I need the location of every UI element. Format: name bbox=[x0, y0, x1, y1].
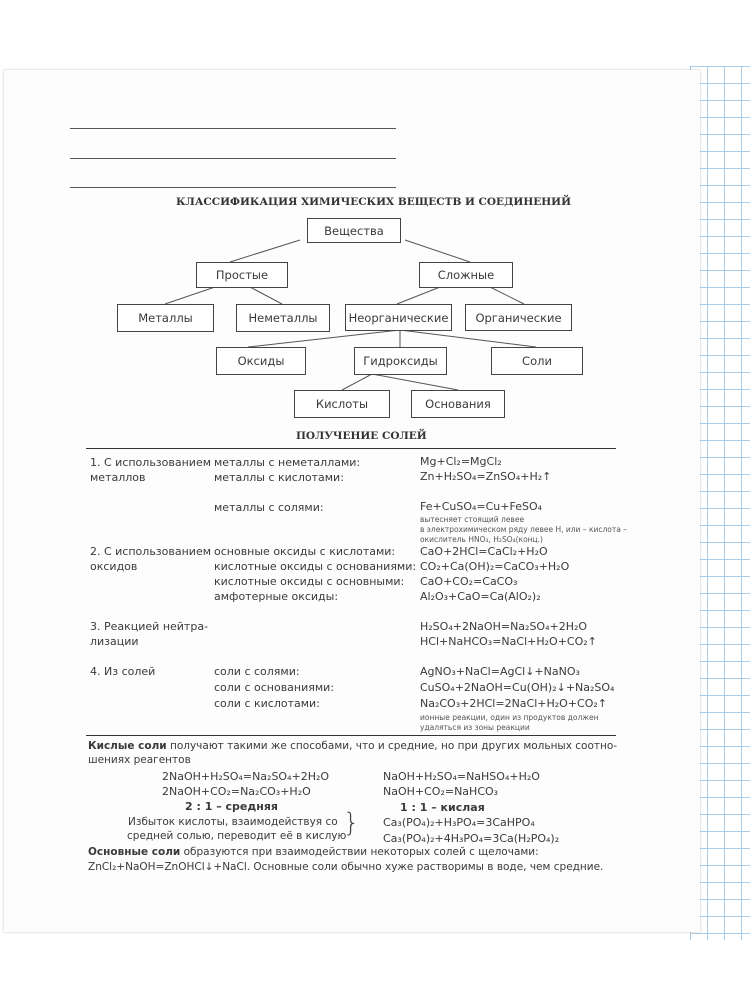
acid-salts-line-2: шениях реагентов bbox=[88, 754, 191, 766]
equation: H₂SO₄+2NaOH=Na₂SO₄+2H₂O bbox=[420, 620, 588, 633]
note: вытесняет стоящий левее bbox=[420, 515, 525, 524]
equation: CuSO₄+2NaOH=Cu(OH)₂↓+Na₂SO₄ bbox=[420, 681, 615, 694]
method-1-line-2: металлов bbox=[90, 471, 146, 484]
equation: 2NaOH+H₂SO₄=Na₂SO₄+2H₂O bbox=[162, 770, 330, 783]
equation: CaO+CO₂=CaCO₃ bbox=[420, 575, 518, 588]
acid-salts-term: Кислые соли bbox=[88, 740, 167, 752]
excess-acid-line-2: средней солью, переводит её в кислую bbox=[127, 830, 347, 842]
node-salts: Соли bbox=[491, 347, 583, 375]
acid-salts-text: получают такими же способами, что и средние, но при других мольных соотно- bbox=[166, 740, 618, 752]
condition: кислотные оксиды с основными: bbox=[214, 575, 405, 588]
condition-metals-acids: металлы с кислотами: bbox=[214, 471, 344, 484]
equation: CaO+2HCl=CaCl₂+H₂O bbox=[420, 545, 548, 558]
note: удаляться из зоны реакции bbox=[420, 723, 530, 732]
excess-acid-line-1: Избыток кислоты, взаимодействуя со bbox=[128, 816, 338, 828]
equation: Ca₃(PO₄)₂+H₃PO₄=3CaHPO₄ bbox=[383, 816, 535, 829]
equation: NaOH+CO₂=NaHCO₃ bbox=[383, 785, 499, 798]
equation: 2NaOH+CO₂=Na₂CO₃+H₂O bbox=[162, 785, 311, 798]
method-2-line-2: оксидов bbox=[90, 560, 138, 573]
node-hydroxides: Гидроксиды bbox=[354, 347, 447, 375]
node-bases: Основания bbox=[411, 390, 505, 418]
equation: CO₂+Ca(OH)₂=CaCO₃+H₂O bbox=[420, 560, 570, 573]
node-substances: Вещества bbox=[307, 218, 401, 243]
node-complex: Сложные bbox=[419, 262, 513, 288]
equation: Fe+CuSO₄=Cu+FeSO₄ bbox=[420, 500, 543, 513]
node-acids: Кислоты bbox=[294, 390, 390, 418]
basic-salts-line-2: ZnCl₂+NaOH=ZnOHCl↓+NaCl. Основные соли обычно хуже растворимы в воде, чем средние. bbox=[88, 861, 604, 873]
equation: Na₂CO₃+2HCl=2NaCl+H₂O+CO₂↑ bbox=[420, 697, 608, 710]
condition: соли с солями: bbox=[214, 665, 300, 678]
condition-metals-salts: металлы с солями: bbox=[214, 501, 324, 514]
method-3-line-2: лизации bbox=[90, 635, 139, 648]
condition: соли с основаниями: bbox=[214, 681, 335, 694]
table-bottom-rule bbox=[86, 735, 616, 736]
equation: Zn+H₂SO₄=ZnSO₄+H₂↑ bbox=[420, 470, 552, 483]
acid-salts-line-1 bbox=[88, 740, 617, 752]
node-oxides: Оксиды bbox=[216, 347, 306, 375]
note: в электрохимическом ряду левее H, или – кислота – bbox=[420, 525, 627, 534]
basic-salts-text: образуются при взаимодействии некоторых солей с щелочами: bbox=[180, 846, 539, 858]
basic-salts-term: Основные соли bbox=[88, 846, 181, 858]
method-1-line-1: 1. С использованием bbox=[90, 456, 212, 469]
node-metals: Металлы bbox=[117, 304, 214, 332]
node-inorganic: Неорганические bbox=[345, 304, 452, 331]
method-2-line-1: 2. С использованием bbox=[90, 545, 212, 558]
condition: амфотерные оксиды: bbox=[214, 590, 339, 603]
equation: Ca₃(PO₄)₂+4H₃PO₄=3Ca(H₂PO₄)₂ bbox=[383, 832, 560, 845]
equation: Mg+Cl₂=MgCl₂ bbox=[420, 455, 502, 468]
method-3-line-1: 3. Реакцией нейтра- bbox=[90, 620, 209, 633]
note: окислитель HNO₃, H₂SO₄(конц.) bbox=[420, 535, 543, 544]
condition: кислотные оксиды с основаниями: bbox=[214, 560, 417, 573]
basic-salts-line-1 bbox=[88, 846, 539, 858]
node-simple: Простые bbox=[196, 262, 288, 288]
ratio-acid: 1 : 1 – кислая bbox=[400, 801, 485, 814]
salts-section-title: ПОЛУЧЕНИЕ СОЛЕЙ bbox=[296, 430, 427, 442]
equation: HCl+NaHCO₃=NaCl+H₂O+CO₂↑ bbox=[420, 635, 597, 648]
page-title: КЛАССИФИКАЦИЯ ХИМИЧЕСКИХ ВЕЩЕСТВ И СОЕДИНЕНИЙ bbox=[176, 196, 572, 208]
brace: } bbox=[343, 808, 360, 838]
condition: соли с кислотами: bbox=[214, 697, 320, 710]
condition-metals-nonmetals: металлы с неметаллами: bbox=[214, 456, 361, 469]
condition: основные оксиды с кислотами: bbox=[214, 545, 396, 558]
equation: Al₂O₃+CaO=Ca(AlO₂)₂ bbox=[420, 590, 541, 603]
table-top-rule bbox=[86, 448, 616, 449]
note: ионные реакции, один из продуктов должен bbox=[420, 713, 599, 722]
equation: NaOH+H₂SO₄=NaHSO₄+H₂O bbox=[383, 770, 540, 783]
equation: AgNO₃+NaCl=AgCl↓+NaNO₃ bbox=[420, 665, 580, 678]
method-4: 4. Из солей bbox=[90, 665, 156, 678]
node-nonmetals: Неметаллы bbox=[236, 304, 330, 332]
node-organic: Органические bbox=[465, 304, 572, 331]
ratio-medium: 2 : 1 – средняя bbox=[185, 800, 278, 813]
